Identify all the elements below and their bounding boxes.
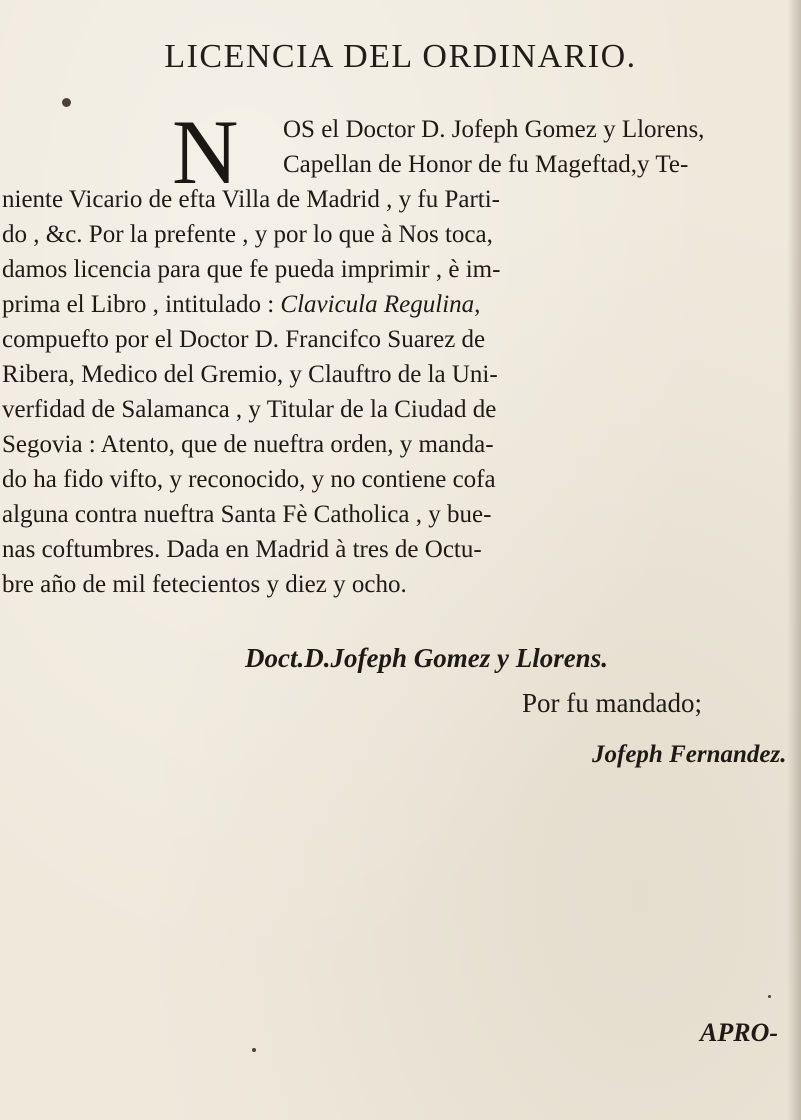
license-body <box>2 112 790 602</box>
body-line: do , &c. Por la prefente , y por lo que à Nos toca, <box>2 221 493 248</box>
drop-cap-initial: N <box>172 101 239 203</box>
ink-speck <box>768 995 771 998</box>
signature-vicar: Doct.D.Jofeph Gomez y Llorens. <box>245 643 608 673</box>
body-line: alguna contra nueftra Santa Fè Catholica , y bue- <box>2 501 492 528</box>
mandate-line: Por fu mandado; <box>522 688 702 718</box>
body-line-text: prima el Libro , intitulado : <box>2 291 281 318</box>
body-line: nas coftumbres. Dada en Madrid à tres de Octu- <box>2 536 482 563</box>
body-line: Capellan de Honor de fu Mageftad,y Te- <box>283 151 689 178</box>
body-line: do ha fido vifto, y reconocido, y no contiene cofa <box>2 466 496 493</box>
body-line: niente Vicario de efta Villa de Madrid , y fu Parti- <box>2 186 500 213</box>
body-line: OS el Doctor D. Jofeph Gomez y Llorens, <box>283 116 705 143</box>
body-line: damos licencia para que fe pueda imprimir , è im- <box>2 256 501 283</box>
body-line: compuefto por el Doctor D. Francifco Suarez de <box>2 326 486 353</box>
ink-speck <box>252 1048 256 1052</box>
book-title: Clavicula Regulina, <box>280 291 481 318</box>
body-line: verfidad de Salamanca , y Titular de la Ciudad de <box>2 396 497 423</box>
body-line: Segovia : Atento, que de nueftra orden, y manda- <box>2 431 494 458</box>
catchword: APRO- <box>700 1018 778 1047</box>
page-heading: LICENCIA DEL ORDINARIO. <box>164 38 637 75</box>
ink-speck <box>62 98 71 107</box>
body-line <box>2 287 790 322</box>
body-line: bre año de mil fetecientos y diez y ocho. <box>2 571 407 598</box>
body-line: Ribera, Medico del Gremio, y Clauftro de la Uni- <box>2 361 498 388</box>
signature-secretary: Jofeph Fernandez. <box>592 741 787 768</box>
